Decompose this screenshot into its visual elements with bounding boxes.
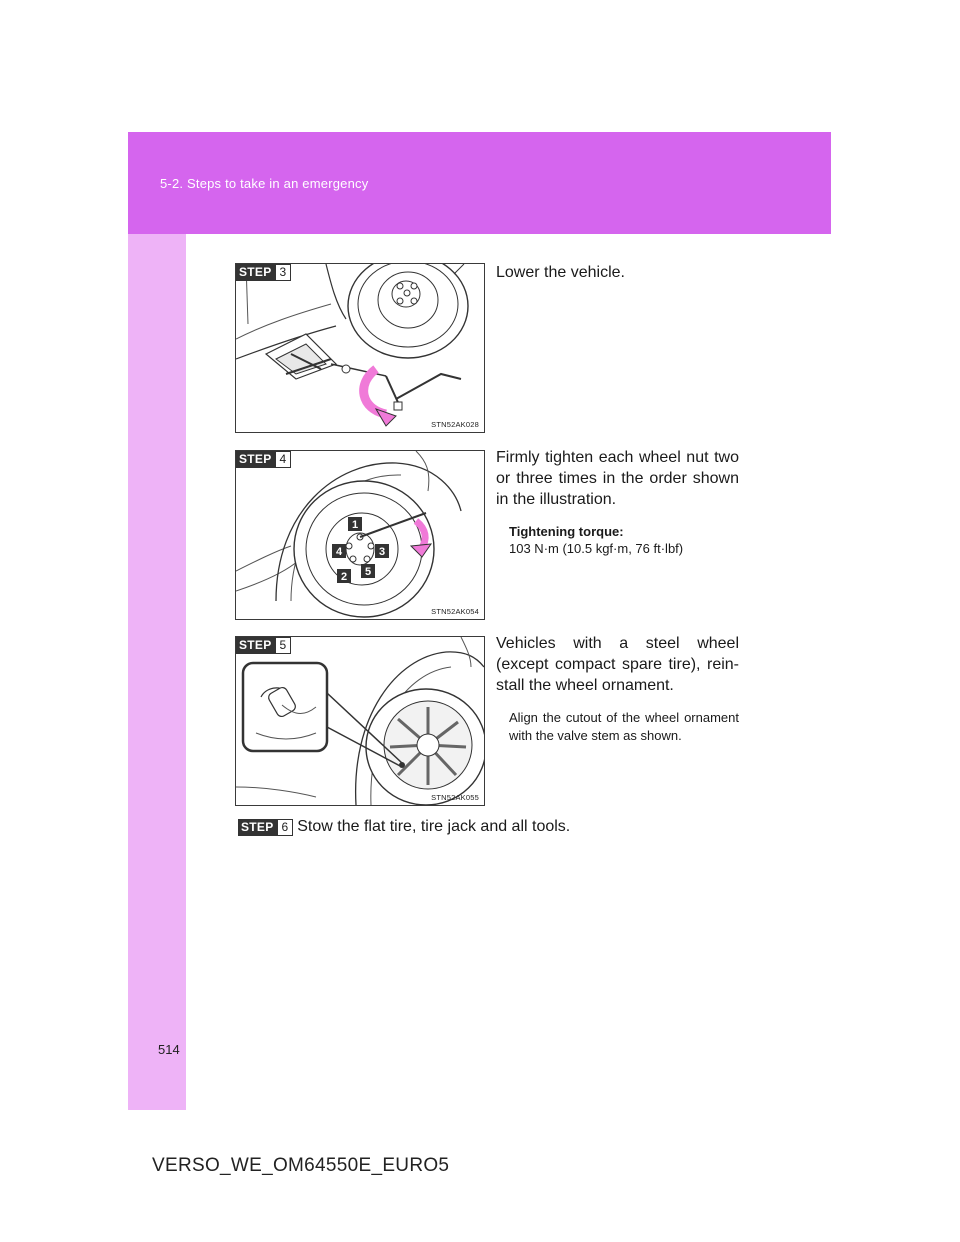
step-label: STEP xyxy=(236,451,275,468)
page-number: 514 xyxy=(158,1042,180,1057)
side-band xyxy=(128,234,186,1110)
step-number: 5 xyxy=(275,637,292,654)
figure-wheel-ornament xyxy=(235,636,485,806)
nut-label-3: 3 xyxy=(378,546,386,558)
nut-label-4: 4 xyxy=(335,546,343,558)
step-4-text: Firmly tighten each wheel nut two or three times in the order shown in the illustration. xyxy=(496,449,739,508)
step-badge-4 xyxy=(236,451,291,468)
step-6-row xyxy=(238,818,570,836)
figure-code: STN52AK055 xyxy=(431,793,479,802)
step-number: 6 xyxy=(277,819,294,836)
step-number: 3 xyxy=(275,264,292,281)
step-label: STEP xyxy=(236,637,275,654)
wheel-nut-illustration xyxy=(236,451,484,619)
step-number: 4 xyxy=(275,451,292,468)
nut-label-5: 5 xyxy=(364,566,372,578)
step-badge-5 xyxy=(236,637,291,654)
step-5-text: Vehicles with a steel wheel (except compact spare tire), rein-stall the wheel ornament. xyxy=(496,635,739,694)
figure-lower-vehicle xyxy=(235,263,485,433)
step-3-text: Lower the vehicle. xyxy=(496,264,625,281)
wheel-ornament-illustration xyxy=(236,637,484,805)
step-label: STEP xyxy=(236,264,275,281)
figure-code: STN52AK028 xyxy=(431,420,479,429)
step-badge-6 xyxy=(238,819,293,836)
section-title: 5-2. Steps to take in an emergency xyxy=(160,176,369,191)
jack-illustration xyxy=(236,264,484,432)
step-badge-3 xyxy=(236,264,291,281)
ornament-note: Align the cutout of the wheel ornament with the valve stem as shown. xyxy=(509,710,739,743)
nut-label-2: 2 xyxy=(340,571,348,583)
step-label: STEP xyxy=(238,819,277,836)
nut-label-1: 1 xyxy=(351,519,359,531)
step-6-text: Stow the flat tire, tire jack and all tools. xyxy=(297,818,571,835)
torque-note-value: 103 N·m (10.5 kgf·m, 76 ft·lbf) xyxy=(509,541,684,556)
torque-note-title: Tightening torque: xyxy=(509,524,624,539)
figure-tighten-nuts xyxy=(235,450,485,620)
footer-code: VERSO_WE_OM64550E_EURO5 xyxy=(152,1155,450,1176)
figure-code: STN52AK054 xyxy=(431,607,479,616)
